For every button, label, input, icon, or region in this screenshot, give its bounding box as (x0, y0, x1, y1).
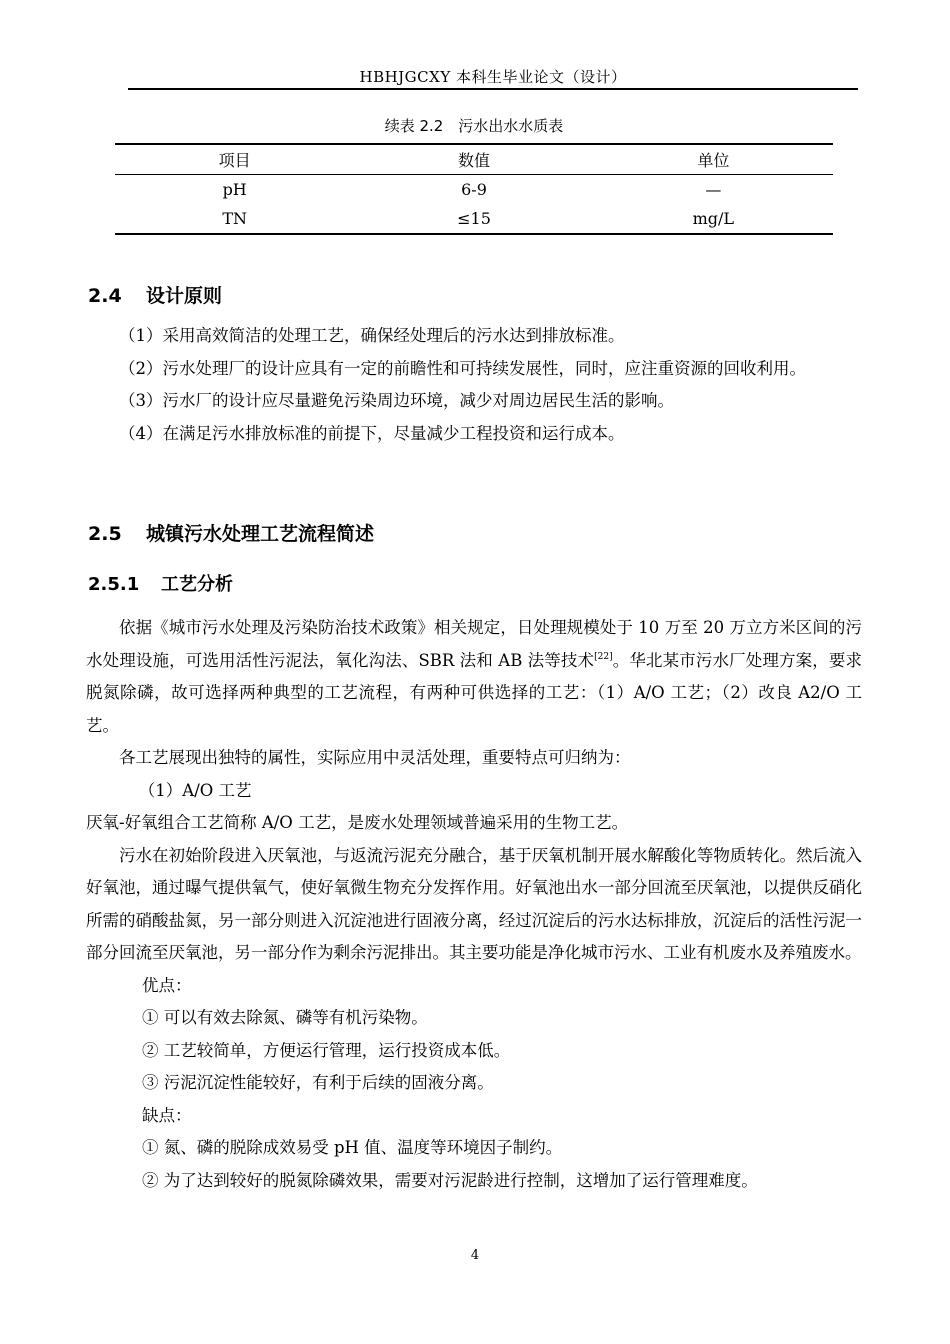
list-item: （2）污水处理厂的设计应具有一定的前瞻性和可持续发展性，同时，应注重资源的回收利用。 (119, 358, 806, 378)
column-header: 项目 (115, 144, 354, 175)
table-header-row (115, 144, 833, 175)
list-item: ② 为了达到较好的脱氮除磷效果，需要对污泥龄进行控制，这增加了运行管理难度。 (142, 1170, 758, 1190)
list-item: ① 氮、磷的脱除成效易受 pH 值、温度等环境因子制约。 (142, 1138, 563, 1157)
paragraph: 厌氧-好氧组合工艺简称 A/O 工艺，是废水处理领域普遍采用的生物工艺。 (86, 813, 629, 832)
process-analysis-body (86, 612, 862, 1197)
section-heading-2-4 (88, 283, 222, 309)
table-cell: 6-9 (461, 180, 487, 199)
table-cell: mg/L (594, 204, 833, 234)
table-caption: 续表 2.2 污水出水水质表 (384, 117, 564, 135)
table-row (115, 204, 833, 234)
section-title: 工艺分析 (161, 574, 233, 595)
section-number: 2.4 (88, 285, 122, 307)
subheading: （1）A/O 工艺 (138, 780, 252, 800)
list-item: ① 可以有效去除氮、磷等有机污染物。 (142, 1008, 428, 1027)
table-cell: ≤15 (354, 204, 593, 234)
column-header: 数值 (354, 144, 593, 175)
column-header: 单位 (594, 144, 833, 175)
paragraph-text: 。华北某市污水厂处理方案，要求脱氮除磷，故可选择两种典型的工艺流程，有两种可供选择的工艺：（1）A/O 工艺；（2）改良 A2/O 工艺。 (86, 650, 862, 735)
page-header: HBHJGCXY 本科生毕业论文（设计） (128, 66, 858, 90)
table-row (115, 175, 833, 205)
section-number: 2.5 (88, 523, 122, 545)
paragraph-text: 依据《城市污水处理及污染防治技术政策》相关规定，日处理规模处于 10 万至 20 万立方米区间的污水处理设施，可选用活性污泥法，氧化沟法、SBR 法和 AB 法等技术 (86, 618, 862, 670)
table-cell: pH (222, 180, 247, 199)
citation-reference: [22] (594, 651, 613, 662)
list-item: （4）在满足污水排放标准的前提下，尽量减少工程投资和运行成本。 (119, 423, 625, 443)
list-item: （1）采用高效简洁的处理工艺，确保经处理后的污水达到排放标准。 (119, 326, 625, 345)
table-cell: — (705, 180, 722, 199)
water-quality-table (115, 143, 833, 235)
design-principles-list (86, 320, 862, 450)
table-cell: TN (115, 204, 354, 234)
section-heading-2-5 (88, 521, 374, 547)
list-item: （3）污水厂的设计应尽量避免污染周边环境，减少对周边居民生活的影响。 (119, 391, 674, 410)
list-item: ② 工艺较简单，方便运行管理，运行投资成本低。 (142, 1040, 511, 1060)
disadvantages-label: 缺点： (142, 1105, 192, 1125)
section-title: 城镇污水处理工艺流程简述 (146, 523, 375, 545)
page-number: 4 (470, 1248, 480, 1263)
paragraph: 污水在初始阶段进入厌氧池，与返流污泥充分融合，基于厌氧机制开展水解酸化等物质转化。然后流入好氧池，通过曝气提供氧气，使好氧微生物充分发挥作用。好氧池出水一部分回流至厌氧池，以提供反硝化所需的硝酸盐氮，另一部分则进入沉淀池进行固液分离，经过沉淀后的污水达标排放，沉淀后的活性污泥一部分回流至厌氧池，另一部分作为剩余污泥排出。其主要功能是净化城市污水、工业有机废水及养殖废水。 (86, 845, 862, 962)
advantages-label: 优点： (142, 975, 192, 995)
section-title: 设计原则 (146, 285, 223, 307)
paragraph (86, 612, 862, 742)
list-item: ③ 污泥沉淀性能较好，有利于后续的固液分离。 (142, 1073, 494, 1092)
paragraph: 各工艺展现出独特的属性，实际应用中灵活处理，重要特点可归纳为： (119, 748, 631, 767)
section-number: 2.5.1 (88, 574, 140, 595)
section-heading-2-5-1 (88, 572, 233, 598)
